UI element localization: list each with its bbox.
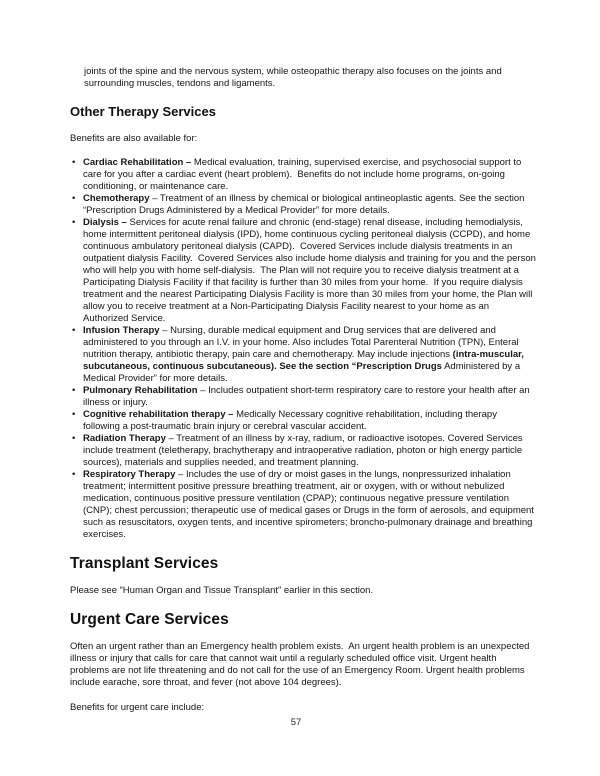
intro-paragraph: joints of the spine and the nervous system, while osteopathic therapy also focuses on the joints and surrounding muscles, tendons and ligaments. <box>84 66 505 89</box>
text-segment: Cognitive rehabilitation therapy – <box>83 409 234 420</box>
text-segment: Administered by a Medical Provider” for more details. <box>83 361 523 384</box>
text-segment: Dialysis – <box>83 217 127 228</box>
text-segment: Medical evaluation, training, supervised exercise, and psychosocial support to care for you after a cardiac event (heart problem). Benefits do not include home programs, on-going conditioning, or maintenance care. <box>83 157 524 192</box>
therapy-list-item <box>70 469 536 541</box>
therapy-list-item <box>70 193 536 217</box>
transplant-body: Please see “Human Organ and Tissue Transplant” earlier in this section. <box>70 585 374 596</box>
section-heading-other-therapy: Other Therapy Services <box>70 104 216 119</box>
other-therapy-lead: Benefits are also available for: <box>70 133 198 144</box>
bullet-icon: • <box>72 193 76 204</box>
text-segment: Services for acute renal failure and chronic (end-stage) renal disease, including hemodialysis, home intermittent peritoneal dialysis (IPD), home continuous cycling peritoneal dialysis (CCPD), and home continuous ambulatory peritoneal dialysis (CAPD). Covered Services include dialysis treatments in an outpatient dialysis Facility. Covered Services also include home dialysis and training for you and the person who will help you with home self-dialysis. The Plan will not require you to receive dialysis treatment at a Participating Dialysis Facility if that facility is further than 30 miles from your home. If you require dialysis treatment and the nearest Participating Dialysis Facility is more than 30 miles from your home, the Plan will allow you to receive treatment at a Non-Participating Dialysis Facility nearest to your home as an Authorized Service. <box>83 217 539 324</box>
bullet-icon: • <box>72 433 76 444</box>
therapy-benefits-list <box>70 157 539 541</box>
therapy-list-item <box>70 325 536 385</box>
section-heading-transplant: Transplant Services <box>70 555 219 572</box>
urgent-care-lead: Benefits for urgent care include: <box>70 702 205 713</box>
text-segment: Pulmonary Rehabilitation <box>83 385 198 396</box>
text-segment: Respiratory Therapy <box>83 469 176 480</box>
section-heading-urgent-care: Urgent Care Services <box>70 611 229 628</box>
text-segment: – Includes outpatient short-term respiratory care to restore your health after an illness or injury. <box>83 385 533 408</box>
text-segment: – Nursing, durable medical equipment and Drug services that are delivered and administered to you through an I.V. in your home. Also includes Total Parenteral Nutrition (TPN), Enteral nutrition therapy, antibiotic therapy, pain care and chemotherapy. May include injections <box>83 325 522 360</box>
bullet-icon: • <box>72 469 76 480</box>
bullet-icon: • <box>72 157 76 168</box>
text-segment: Infusion Therapy <box>83 325 160 336</box>
bullet-icon: • <box>72 325 76 336</box>
text-segment: Radiation Therapy <box>83 433 166 444</box>
text-segment: (intra-muscular, subcutaneous, continuous subcutaneous). See the section “Prescription Drugs <box>83 349 527 372</box>
therapy-list-item <box>70 157 536 193</box>
bullet-icon: • <box>72 409 76 420</box>
text-segment: Cardiac Rehabilitation – <box>83 157 192 168</box>
bullet-icon: • <box>72 217 76 228</box>
text-segment: – Treatment of an illness by chemical or biological antineoplastic agents. See the section “Prescription Drugs Administered by a Medical Provider” for more details. <box>83 193 528 216</box>
therapy-list-item <box>70 385 536 409</box>
text-segment: Chemotherapy <box>83 193 150 204</box>
urgent-care-body: Often an urgent rather than an Emergency health problem exists. An urgent health problem is an unexpected illness or injury that calls for care that cannot wait until a regularly scheduled office visit. Urgent health problems are not life threatening and do not call for the use of an Emergency Room. Urgent health problems include earache, sore throat, and fever (not above 104 degrees). <box>70 641 533 688</box>
page-number: 57 <box>290 717 302 728</box>
text-segment: – Treatment of an illness by x-ray, radium, or radioactive isotopes. Covered Services include treatment (teletherapy, brachytherapy and intraoperative radiation, photon or high energy particle sources), materials and supplies needed, and treatment planning. <box>83 433 526 468</box>
therapy-list-item <box>70 217 539 325</box>
text-segment: – Includes the use of dry or moist gases in the lungs, nonpressurized inhalation treatment; intermittent positive pressure breathing treatment, air or oxygen, with or without nebulized medication, continuous positive pressure ventilation (CPAP); continuous negative pressure ventilation (CNP); chest percussion; therapeutic use of medical gases or Drugs in the form of aerosols, and equipment such as resuscitators, oxygen tents, and incentive spirometers; broncho-pulmonary drainage and breathing exercises. <box>83 469 537 540</box>
page-content <box>70 66 539 714</box>
text-segment: Medically Necessary cognitive rehabilitation, including therapy following a post-traumatic brain injury or cerebral vascular accident. <box>83 409 500 432</box>
bullet-icon: • <box>72 385 76 396</box>
therapy-list-item <box>70 409 536 433</box>
therapy-list-item <box>70 433 536 469</box>
